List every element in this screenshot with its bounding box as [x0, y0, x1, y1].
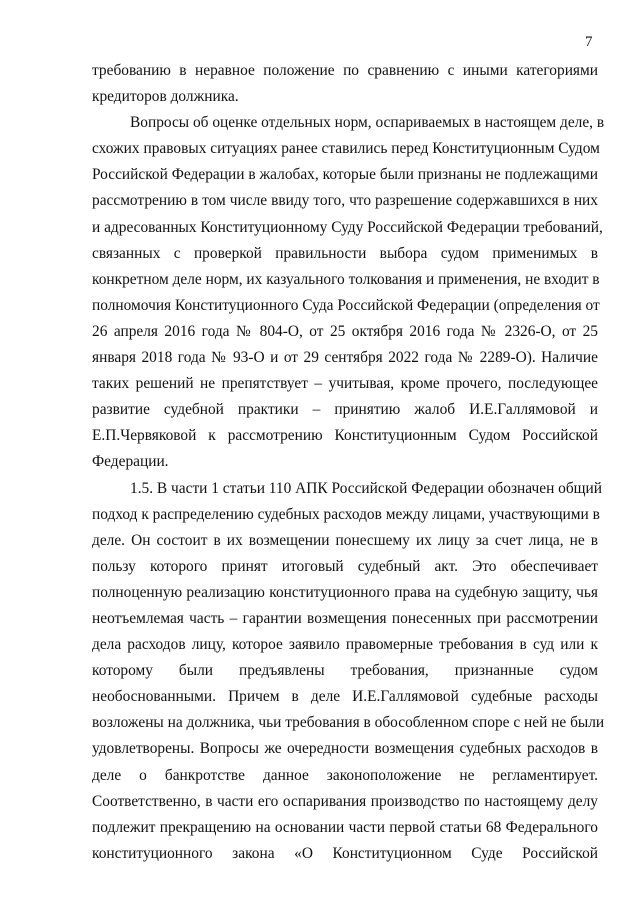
paragraph — [92, 110, 605, 475]
text-line: 1.5. В части 1 статьи 110 АПК Российской Федерации обозначен общий — [130, 479, 602, 497]
text-line: Соответственно, в части его оспаривания производство по настоящему делу — [92, 792, 598, 810]
text-line: дела расходов лицу, которое заявило правомерные требования в суд или к — [92, 636, 598, 654]
text-line: полноценную реализацию конституционного права на судебную защиту, чья — [92, 583, 598, 601]
text-line: удовлетворены. Вопросы же очередности возмещения судебных расходов в — [92, 740, 598, 758]
document-body — [92, 58, 605, 867]
text-line: полномочия Конституционного Суда Российской Федерации (определения от — [92, 296, 600, 314]
text-line: развитие судебной практики – принятию жалоб И.Е.Галлямовой и — [92, 401, 598, 419]
text-line: января 2018 года № 93-О и от 29 сентября 2022 года № 2289-О). Наличие — [92, 349, 598, 367]
text-line: рассмотрению в том числе ввиду того, что разрешение содержавшихся в них — [92, 192, 598, 210]
text-line: 26 апреля 2016 года № 804-О, от 25 октября 2016 года № 2326-О, от 25 — [92, 322, 598, 340]
text-line: которому были предъявлены требования, признанные судом — [92, 662, 598, 680]
text-line: Российской Федерации в жалобах, которые были признаны не подлежащими — [92, 166, 598, 184]
page-number: 7 — [585, 34, 593, 50]
text-line: деле о банкротстве данное законоположение не регламентирует. — [92, 766, 598, 784]
text-line: кредиторов должника. — [92, 88, 239, 106]
text-line: неотъемлемая часть – гарантии возмещения понесенных при рассмотрении — [92, 609, 598, 627]
text-line: пользу которого принят итоговый судебный акт. Это обеспечивает — [92, 557, 598, 575]
text-line: схожих правовых ситуациях ранее ставились перед Конституционным Судом — [92, 140, 600, 158]
text-line: деле. Он состоит в их возмещении понесшему их лицу за счет лица, не в — [92, 531, 598, 549]
text-line: конституционного закона «О Конституционном Суде Российской — [92, 844, 598, 862]
text-line: возложены на должника, чьи требования в обособленном споре с ней не были — [92, 714, 605, 732]
text-line: подход к распределению судебных расходов между лицами, участвующими в — [92, 505, 600, 523]
text-line: и адресованных Конституционному Суду Российской Федерации требований, — [92, 218, 603, 236]
text-line: Е.П.Червяковой к рассмотрению Конституционным Судом Российской — [92, 427, 598, 445]
text-line: подлежит прекращению на основании части первой статьи 68 Федерального — [92, 818, 598, 836]
text-line: таких решений не препятствует – учитывая, кроме прочего, последующее — [92, 375, 598, 393]
text-line: Вопросы об оценке отдельных норм, оспариваемых в настоящем деле, в — [130, 114, 605, 132]
text-line: требованию в неравное положение по сравнению с иными категориями — [92, 62, 598, 79]
text-line: конкретном деле норм, их казуального толкования и применения, не входит в — [92, 270, 600, 288]
text-line: необоснованными. Причем в деле И.Е.Галлямовой судебные расходы — [92, 688, 598, 706]
text-line: связанных с проверкой правильности выбора судом применимых в — [92, 244, 598, 262]
paragraph — [92, 476, 605, 867]
paragraph — [92, 58, 598, 110]
text-line: Федерации. — [92, 453, 169, 471]
